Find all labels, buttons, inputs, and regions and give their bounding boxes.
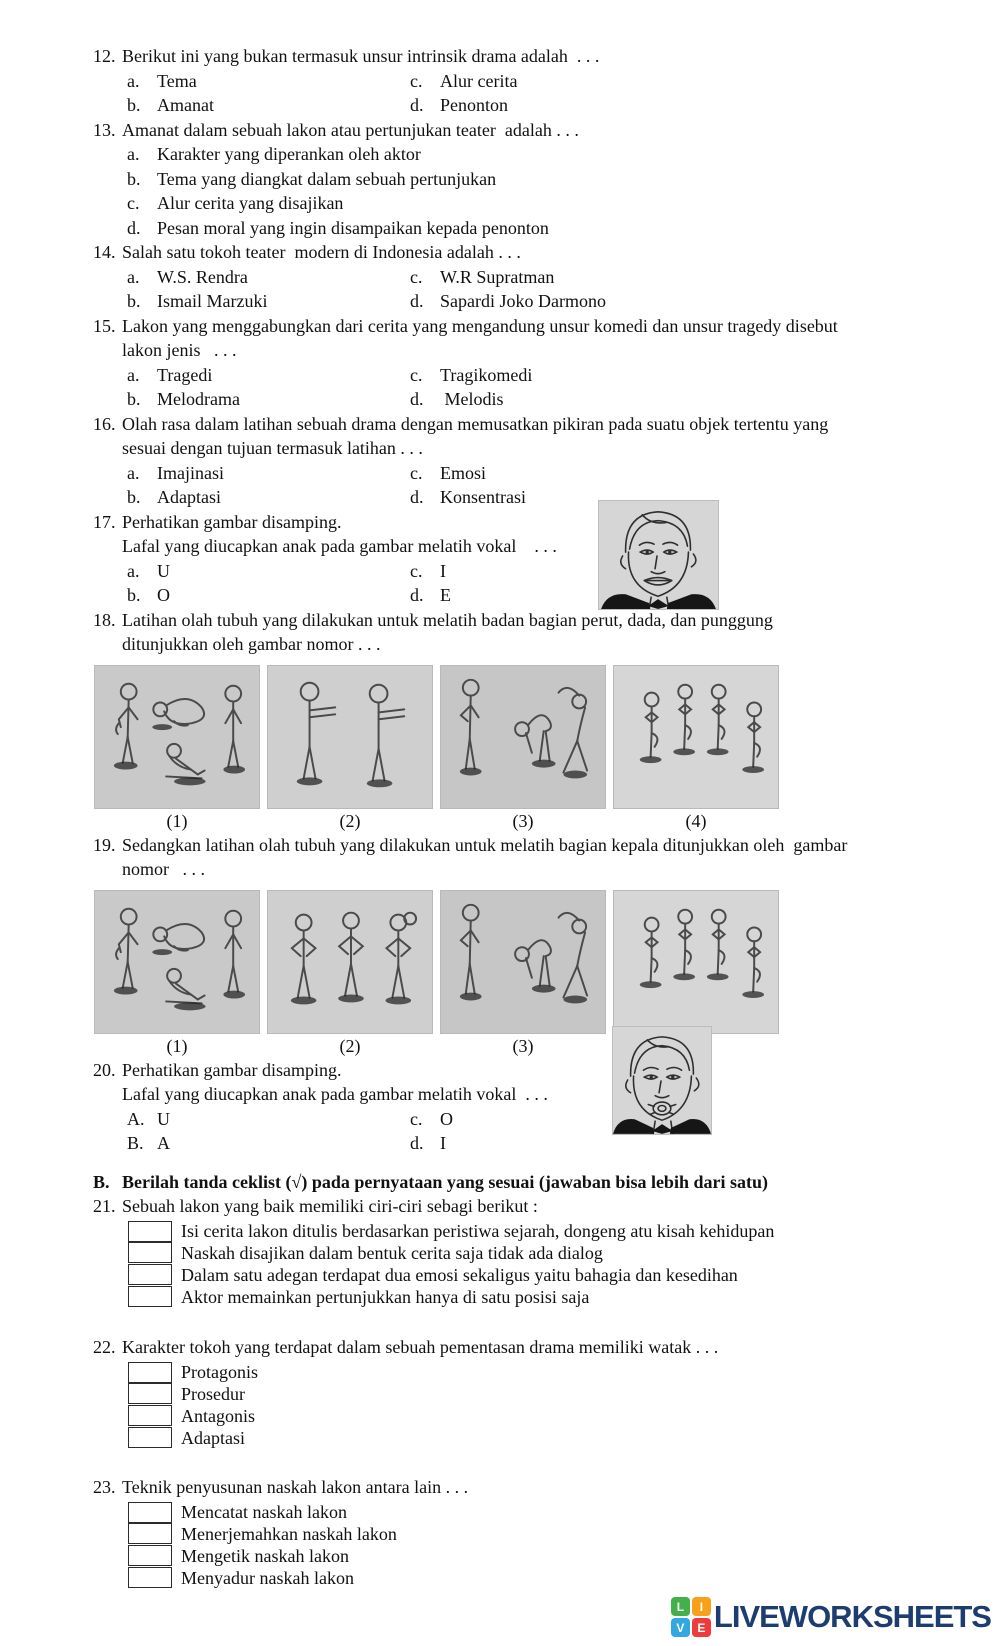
- option-text: Imajinasi: [157, 462, 224, 483]
- option-c: [127, 191, 961, 216]
- option-b: [127, 93, 410, 118]
- option-letter: b.: [127, 487, 141, 507]
- checkbox-label: Naskah disajikan dalam bentuk cerita saja tidak ada dialog: [181, 1243, 603, 1263]
- question-number: 23.: [93, 1477, 116, 1497]
- figure-label: (1): [166, 810, 188, 831]
- option-c: [410, 265, 961, 290]
- checkbox[interactable]: [128, 1545, 172, 1566]
- question-23: [93, 1475, 961, 1590]
- option-text: Tema: [157, 70, 197, 91]
- checkbox-label: Mencatat naskah lakon: [181, 1502, 347, 1522]
- section-b-heading: [93, 1170, 961, 1195]
- option-text: O: [157, 585, 170, 605]
- checkbox-item: [128, 1361, 961, 1383]
- option-letter: B.: [127, 1133, 144, 1153]
- option-a: [127, 265, 410, 290]
- options-grid: [122, 559, 961, 608]
- option-letter: d.: [127, 217, 141, 238]
- options-grid: [122, 69, 961, 118]
- checkbox-label: Adaptasi: [181, 1427, 245, 1448]
- worksheet-content: [93, 44, 961, 1590]
- question-14: [93, 240, 961, 314]
- figure-labels-q18: [94, 809, 961, 833]
- option-text: Konsentrasi: [440, 487, 526, 507]
- option-a: [127, 363, 410, 388]
- option-text: I: [440, 1133, 446, 1153]
- checkbox[interactable]: [128, 1427, 172, 1448]
- checkbox-label: Mengetik naskah lakon: [181, 1546, 349, 1566]
- option-letter: A.: [127, 1108, 145, 1129]
- boy-face-round-lips-illustration: [613, 1027, 711, 1134]
- option-text: Pesan moral yang ingin disampaikan kepada penonton: [157, 217, 549, 238]
- option-b: [127, 485, 410, 510]
- checkbox-item: [128, 1502, 961, 1524]
- question-text: sesuai dengan tujuan termasuk latihan . . .: [122, 438, 423, 458]
- option-b: [127, 167, 961, 192]
- question-text: nomor . . .: [122, 859, 205, 879]
- checkbox[interactable]: [128, 1523, 172, 1544]
- option-letter: b.: [127, 291, 141, 311]
- checkbox-item: [128, 1287, 961, 1309]
- checkbox[interactable]: [128, 1567, 172, 1588]
- question-number: 18.: [93, 609, 116, 630]
- section-instruction: Berilah tanda ceklist (√) pada pernyataan yang sesuai (jawaban bisa lebih dari satu): [122, 1171, 768, 1192]
- option-text: Amanat: [157, 95, 214, 115]
- checkbox[interactable]: [128, 1502, 172, 1523]
- checkbox[interactable]: [128, 1286, 172, 1307]
- exercise-panel-1: [94, 665, 260, 809]
- section-letter: B.: [93, 1171, 110, 1192]
- option-a: [127, 1107, 410, 1132]
- option-letter: c.: [410, 266, 423, 287]
- checkbox-item: [128, 1524, 961, 1546]
- question-text: Amanat dalam sebuah lakon atau pertunjukan teater adalah . . .: [122, 119, 579, 140]
- option-text: U: [157, 1108, 170, 1129]
- logo-letter-l: L: [671, 1597, 690, 1616]
- option-letter: d.: [410, 487, 424, 507]
- exercise-panel-4: [613, 890, 779, 1034]
- question-13: [93, 118, 961, 241]
- option-d: [127, 216, 961, 241]
- torso-bend-illustration: [441, 891, 605, 1033]
- option-text: Ismail Marzuki: [157, 291, 268, 311]
- option-c: [410, 363, 961, 388]
- question-12: [93, 44, 961, 118]
- option-letter: c.: [410, 462, 423, 483]
- option-letter: a.: [127, 462, 140, 483]
- question-text: Perhatikan gambar disamping.: [122, 1059, 342, 1080]
- option-text: Melodis: [440, 389, 504, 409]
- option-c: [410, 461, 961, 486]
- question-number: 20.: [93, 1059, 116, 1080]
- option-letter: c.: [410, 1108, 423, 1129]
- option-letter: b.: [127, 168, 141, 189]
- option-letter: a.: [127, 364, 140, 385]
- torso-bend-illustration: [441, 666, 605, 808]
- question-text: Sebuah lakon yang baik memiliki ciri-ciri sebagi berikut :: [122, 1196, 538, 1216]
- question-number: 14.: [93, 242, 116, 262]
- figure-label: (1): [166, 1035, 188, 1056]
- checkbox-label: Isi cerita lakon ditulis berdasarkan peristiwa sejarah, dongeng atu kisah kehidupan: [181, 1221, 775, 1241]
- question-15: [93, 314, 961, 412]
- option-text: Tema yang diangkat dalam sebuah pertunjukan: [157, 168, 497, 189]
- question-text: Latihan olah tubuh yang dilakukan untuk melatih badan bagian perut, dada, dan punggung: [122, 609, 773, 630]
- option-text: I: [440, 560, 446, 581]
- option-b: [127, 289, 410, 314]
- option-letter: c.: [410, 560, 423, 581]
- checkbox-label: Protagonis: [181, 1361, 259, 1382]
- question-text: Teknik penyusunan naskah lakon antara lain . . .: [122, 1477, 469, 1497]
- question-text: Lafal yang diucapkan anak pada gambar melatih vokal . . .: [122, 536, 557, 556]
- liveworksheets-logo-text: LIVEWORKSHEETS: [713, 1599, 991, 1634]
- question-number: 19.: [93, 834, 116, 855]
- question-text: Lafal yang diucapkan anak pada gambar melatih vokal . . .: [122, 1084, 548, 1104]
- checkbox-item: [128, 1405, 961, 1427]
- option-letter: d.: [410, 95, 424, 115]
- checkbox[interactable]: [128, 1242, 172, 1263]
- question-16: [93, 412, 961, 510]
- option-text: Tragikomedi: [440, 364, 533, 385]
- exercise-panel-2: [267, 665, 433, 809]
- options-grid: [122, 461, 961, 510]
- checkbox-label: Menerjemahkan naskah lakon: [181, 1524, 397, 1544]
- checkbox-item: [128, 1243, 961, 1265]
- option-letter: d.: [410, 585, 424, 605]
- question-text: Salah satu tokoh teater modern di Indonesia adalah . . .: [122, 242, 521, 262]
- exercise-panel-3: [440, 665, 606, 809]
- options-grid: [122, 1107, 961, 1156]
- question-text: Olah rasa dalam latihan sebuah drama dengan memusatkan pikiran pada suatu objek tertentu yang: [122, 413, 829, 434]
- option-letter: c.: [410, 70, 423, 91]
- checkbox[interactable]: [128, 1221, 172, 1242]
- question-number: 16.: [93, 413, 116, 434]
- option-letter: b.: [127, 585, 141, 605]
- option-c: [410, 69, 961, 94]
- option-a: [127, 69, 410, 94]
- option-text: E: [440, 585, 451, 605]
- hands-on-hips-illustration: [268, 891, 432, 1033]
- option-text: Alur cerita yang disajikan: [157, 193, 344, 213]
- checkbox-item: [128, 1546, 961, 1568]
- liveworksheets-logo-mark-icon: [671, 1597, 711, 1637]
- option-d: [410, 387, 961, 412]
- question-18: [93, 608, 961, 657]
- checkbox-label: Antagonis: [181, 1405, 255, 1426]
- checkbox-label: Prosedur: [181, 1383, 245, 1404]
- floor-stretch-illustration: [95, 666, 259, 808]
- checkbox-group: [128, 1221, 961, 1309]
- exercise-panel-3: [440, 890, 606, 1034]
- option-letter: b.: [127, 95, 141, 115]
- checkbox-item: [128, 1265, 961, 1287]
- option-letter: a.: [127, 144, 140, 164]
- options-list: [122, 142, 961, 240]
- option-letter: b.: [127, 389, 141, 409]
- question-text: Sedangkan latihan olah tubuh yang dilakukan untuk melatih bagian kepala ditunjukkan oleh gambar: [122, 834, 848, 855]
- q17-vowel-face-image: [598, 500, 719, 610]
- logo-letter-v: V: [671, 1618, 690, 1637]
- option-a: [127, 461, 410, 486]
- q20-vowel-face-image: [612, 1026, 712, 1135]
- exercise-panel-1: [94, 890, 260, 1034]
- question-number: 21.: [93, 1196, 116, 1216]
- option-letter: a.: [127, 266, 140, 287]
- option-a: [127, 142, 961, 167]
- option-text: A: [157, 1133, 170, 1153]
- checkbox[interactable]: [128, 1383, 172, 1404]
- checkbox-group: [128, 1361, 961, 1449]
- option-letter: d.: [410, 1133, 424, 1153]
- exercise-panel-2: [267, 890, 433, 1034]
- figure-label: (3): [512, 810, 534, 831]
- question-text: Perhatikan gambar disamping.: [122, 511, 342, 532]
- option-text: W.R Supratman: [440, 266, 555, 287]
- option-text: Melodrama: [157, 389, 240, 409]
- balance-pose-illustration: [614, 666, 778, 808]
- liveworksheets-logo[interactable]: [671, 1597, 991, 1637]
- option-text: Adaptasi: [157, 487, 221, 507]
- checkbox[interactable]: [128, 1264, 172, 1285]
- option-d: [410, 93, 961, 118]
- question-text: Berikut ini yang bukan termasuk unsur intrinsik drama adalah . . .: [122, 46, 600, 66]
- checkbox-group: [128, 1502, 961, 1590]
- option-letter: d.: [410, 389, 424, 409]
- option-b: [127, 583, 410, 608]
- question-17: [93, 510, 961, 608]
- checkbox-label: Menyadur naskah lakon: [181, 1568, 354, 1588]
- checkbox[interactable]: [128, 1405, 172, 1426]
- arm-stretch-illustration: [268, 666, 432, 808]
- option-text: W.S. Rendra: [157, 266, 248, 287]
- exercise-figure-strip-q18: [94, 665, 961, 809]
- checkbox-item: [128, 1427, 961, 1449]
- option-letter: c.: [410, 364, 423, 385]
- question-20: [93, 1058, 961, 1156]
- boy-face-open-mouth-illustration: [599, 501, 718, 609]
- options-grid: [122, 265, 961, 314]
- exercise-panel-4: [613, 665, 779, 809]
- option-d: [410, 289, 961, 314]
- question-22: [93, 1335, 961, 1450]
- option-letter: d.: [410, 291, 424, 311]
- figure-label: (3): [512, 1035, 534, 1056]
- figure-label: (2): [339, 810, 361, 831]
- option-text: Karakter yang diperankan oleh aktor: [157, 144, 421, 164]
- option-letter: a.: [127, 560, 140, 581]
- balance-pose-illustration: [614, 891, 778, 1033]
- question-text: ditunjukkan oleh gambar nomor . . .: [122, 634, 381, 654]
- checkbox-item: [128, 1221, 961, 1243]
- figure-label: (4): [685, 810, 707, 831]
- option-text: Alur cerita: [440, 70, 518, 91]
- question-19: [93, 833, 961, 882]
- option-letter: c.: [127, 193, 140, 213]
- floor-stretch-illustration: [95, 891, 259, 1033]
- option-a: [127, 559, 410, 584]
- option-text: O: [440, 1108, 453, 1129]
- option-text: Emosi: [440, 462, 487, 483]
- option-b: [127, 1131, 410, 1156]
- option-text: U: [157, 560, 170, 581]
- figure-label: (2): [339, 1035, 361, 1056]
- option-text: Tragedi: [157, 364, 213, 385]
- option-b: [127, 387, 410, 412]
- option-text: Sapardi Joko Darmono: [440, 291, 606, 311]
- question-text: lakon jenis . . .: [122, 340, 237, 360]
- question-21: [93, 1194, 961, 1309]
- question-text: Karakter tokoh yang terdapat dalam sebuah pementasan drama memiliki watak . . .: [122, 1336, 719, 1357]
- options-grid: [122, 363, 961, 412]
- checkbox[interactable]: [128, 1362, 172, 1383]
- question-number: 22.: [93, 1336, 116, 1357]
- exercise-figure-strip-q19: [94, 890, 961, 1034]
- question-number: 13.: [93, 119, 116, 140]
- logo-letter-i: I: [692, 1597, 711, 1616]
- checkbox-item: [128, 1383, 961, 1405]
- checkbox-label: Aktor memainkan pertunjukkan hanya di satu posisi saja: [181, 1287, 590, 1307]
- checkbox-label: Dalam satu adegan terdapat dua emosi sekaligus yaitu bahagia dan kesedihan: [181, 1265, 738, 1285]
- figure-labels-q19: [94, 1034, 961, 1058]
- logo-letter-e: E: [692, 1618, 711, 1637]
- question-number: 15.: [93, 315, 116, 336]
- option-letter: a.: [127, 70, 140, 91]
- question-text: Lakon yang menggabungkan dari cerita yang mengandung unsur komedi dan unsur tragedy disebut: [122, 315, 838, 336]
- question-number: 12.: [93, 46, 116, 66]
- checkbox-item: [128, 1568, 961, 1590]
- option-text: Penonton: [440, 95, 509, 115]
- question-number: 17.: [93, 511, 116, 532]
